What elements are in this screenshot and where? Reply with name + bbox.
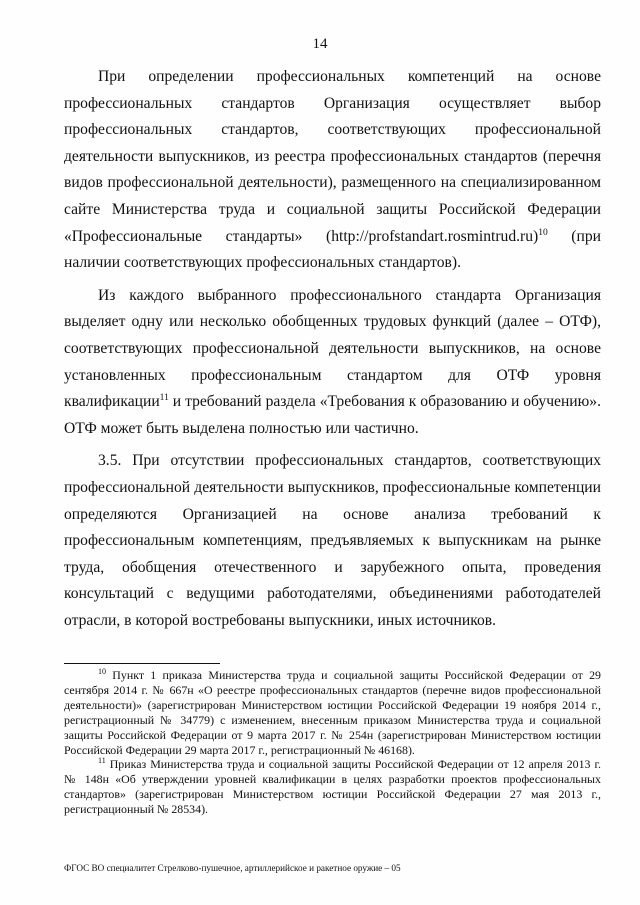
paragraph-text: При определении профессиональных компетенций на основе профессиональных стандартов Организация осуществляет выбор профессиональных стандартов, соответствующих профессиональной деятельности выпускников, из реестра профессиональных стандартов (перечня видов профессиональной деятельности), размещенного на специализированном сайте Министерства труда и социальной защиты Российской Федерации «Профессиональные стандарты» (http://profstandart.rosmintrud.ru) [64,68,601,245]
page-footer: ФГОС ВО специалитет Стрелково-пушечное, артиллерийское и ракетное оружие – 05 [64,863,401,873]
footnotes-section [64,668,601,817]
footnote-text: Пункт 1 приказа Министерства труда и социальной защиты Российской Федерации от 29 сентября 2014 г. № 667н «О реестре профессиональных стандартов (перечне видов профессиональной деятельности)» (зарегистрирован Министерством юстиции Российской Федерации 19 ноября 2014 г., регистрационный № 34779) с изменением, внесенным приказом Министерства труда и социальной защиты Российской Федерации от 9 марта 2017 г. № 254н (зарегистрирован Министерством юстиции Российской Федерации 29 марта 2017 г., регистрационный № 46168). [64,668,601,757]
footnote-text: Приказ Министерства труда и социальной защиты Российской Федерации от 12 апреля 2013 г. № 148н «Об утверждении уровней квалификации в целях разработки проектов профессиональных стандартов» (зарегистрирован Министерством юстиции Российской Федерации 27 мая 2013 г., регистрационный № 28534). [64,757,601,817]
footnote-mark: 11 [98,756,106,766]
paragraph-otf-selection [64,283,601,443]
paragraph-text: 3.5. При отсутствии профессиональных стандартов, соответствующих профессиональной деятельности выпускников, профессиональные компетенции определяются Организацией на основе анализа требований к профессиональным компетенциям, предъявляемых к выпускникам на рынке труда, обобщения отечественного и зарубежного опыта, проведения консультаций с ведущими работодателями, объединениями работодателей отрасли, в которой востребованы выпускники, иных источников. [64,452,601,629]
footnote-separator [64,663,220,664]
footnote-11 [64,757,601,817]
footnote-ref-11[interactable]: 11 [159,393,169,404]
footnote-ref-10[interactable]: 10 [538,227,548,238]
paragraph-professional-standards-selection [64,64,601,277]
paragraph-tail: (при наличии соответствующих профессиональных стандартов). [64,227,601,272]
paragraph-text: Из каждого выбранного профессионального стандарта Организация выделяет одну или несколько обобщенных трудовых функций (далее – ОТФ), соответствующих профессиональной деятельности выпускников, на основе установленных профессиональным стандартом для ОТФ уровня квалификации [64,286,601,411]
main-text-body [64,64,601,640]
page-number: 14 [312,36,328,52]
footnote-10 [64,668,601,757]
footnote-mark: 10 [98,667,106,676]
paragraph-tail: и требований раздела «Требования к образованию и обучению». ОТФ может быть выделена полностью или частично. [64,393,601,437]
paragraph-3-5 [64,448,601,634]
